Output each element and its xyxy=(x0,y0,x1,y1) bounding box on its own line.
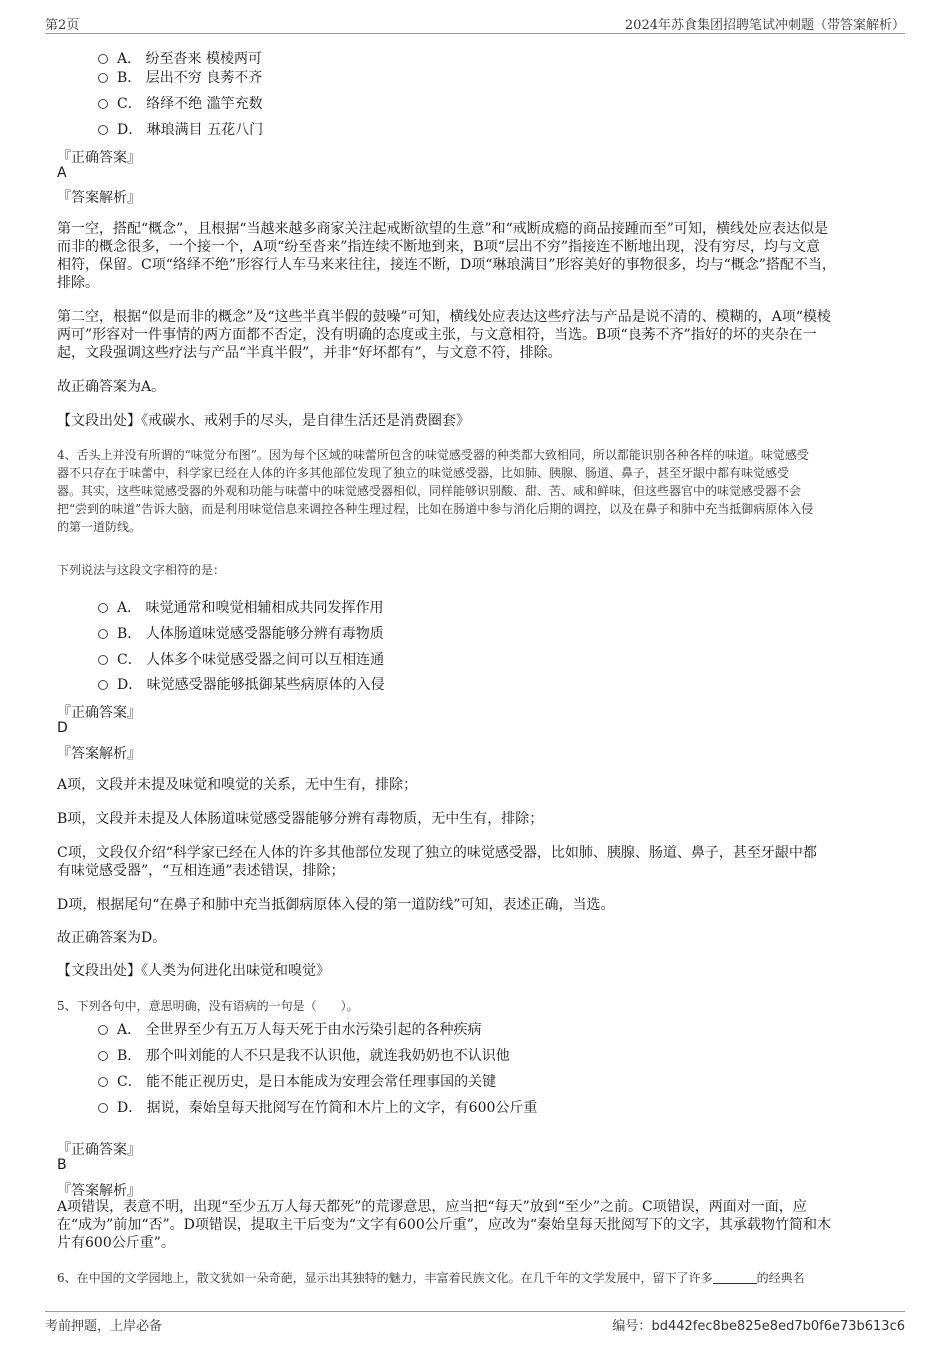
radio-icon[interactable] xyxy=(98,73,108,83)
q4-analysis-c: C项，文段仅介绍“科学家已经在人体的许多其他部位发现了独立的味觉感受器，比如肺、胰腺、肠道、鼻子，甚至牙龈中都 有味觉感受器”，“互相连通”表述错误，排除； xyxy=(57,845,817,879)
q3-source: 【文段出处】《戒碳水、戒剁手的尽头，是自律生活还是消费圈套》 xyxy=(57,413,470,429)
footer-rule xyxy=(45,1311,905,1312)
radio-icon[interactable] xyxy=(98,1025,108,1035)
q3-conclusion: 故正确答案为A。 xyxy=(57,379,166,395)
q4-option-c[interactable]: C． 人体多个味觉感受器之间可以互相连通 xyxy=(98,649,384,669)
document-code: 编号：bd442fec8be825e8ed7b0f6e73b613c6 xyxy=(612,1319,905,1334)
footer-slogan: 考前押题，上岸必备 xyxy=(45,1319,163,1334)
q5-option-d[interactable]: D． 据说，秦始皇每天批阅写在竹简和木片上的文字，有600公斤重 xyxy=(98,1097,537,1117)
q4-analysis-label: 『答案解析』 xyxy=(57,746,141,762)
q4-option-a[interactable]: A． 味觉通常和嗅觉相辅相成共同发挥作用 xyxy=(98,597,384,617)
q4-stem: 4、舌头上并没有所谓的“味觉分布图”。因为每个区域的味蕾所包含的味觉感受器的种类都大致相同，所以都能识别各种各样的味道。味觉感受 器不只存在于味蕾中，科学家已经在人体的许多其他部位发现了独立的味觉感受器，比如肺、胰腺、肠道、鼻子，甚至牙龈中都有味觉感受 器。其实，这些味觉感受器的外观和功能与味蕾中的味觉感受器相似，同样能够识别酸、甜、苦、咸和鲜味，但这些器官中的味觉感受器不会 把“尝到的味道”告诉大脑，而是利用味觉信息来调控各种生理过程，比如在肠道中参与消化后期的调控，以及在鼻子和肺中充当抵御病原体入侵 的第一道防线。 xyxy=(57,448,814,534)
q5-stem: 5、下列各句中，意思明确，没有语病的一句是（ ）。 xyxy=(57,999,359,1013)
q4-prompt: 下列说法与这段文字相符的是： xyxy=(57,563,226,577)
radio-icon[interactable] xyxy=(98,629,108,639)
radio-icon[interactable] xyxy=(98,680,108,690)
q3-answer: A xyxy=(57,165,67,181)
q3-analysis-label: 『答案解析』 xyxy=(57,190,141,206)
q4-analysis-a: A项，文段并未提及味觉和嗅觉的关系，无中生有，排除； xyxy=(57,777,418,793)
q3-option-c[interactable]: C． 络绎不绝 滥竽充数 xyxy=(98,93,263,113)
radio-icon[interactable] xyxy=(98,125,108,135)
q3-answer-label: 『正确答案』 xyxy=(57,150,141,166)
q4-answer-label: 『正确答案』 xyxy=(57,705,141,721)
radio-icon[interactable] xyxy=(98,54,108,64)
q5-option-a[interactable]: A． 全世界至少有五万人每天死于由水污染引起的各种疾病 xyxy=(98,1019,482,1039)
q6-stem: 6、在中国的文学园地上，散文犹如一朵奇葩，显示出其独特的魅力，丰富着民族文化。在几千年的文学发展中，留下了许多 的经典名 xyxy=(57,1271,805,1285)
radio-icon[interactable] xyxy=(98,1077,108,1087)
q4-analysis-d: D项，根据尾句“在鼻子和肺中充当抵御病原体入侵的第一道防线”可知，表述正确，当选。 xyxy=(57,897,615,913)
q4-conclusion: 故正确答案为D。 xyxy=(57,930,167,946)
q5-answer-label: 『正确答案』 xyxy=(57,1142,141,1158)
q4-option-d[interactable]: D． 味觉感受器能够抵御某些病原体的入侵 xyxy=(98,674,385,694)
q5-option-b[interactable]: B． 那个叫刘能的人不只是我不认识他，就连我奶奶也不认识他 xyxy=(98,1045,510,1065)
radio-icon[interactable] xyxy=(98,1103,108,1113)
q3-option-b[interactable]: B． 层出不穷 良莠不齐 xyxy=(98,67,262,87)
header-rule xyxy=(45,33,905,34)
q3-option-a[interactable]: A． 纷至沓来 模棱两可 xyxy=(98,48,262,68)
q5-answer: B xyxy=(57,1157,67,1173)
q3-option-d[interactable]: D． 琳琅满目 五花八门 xyxy=(98,119,263,139)
radio-icon[interactable] xyxy=(98,603,108,613)
radio-icon[interactable] xyxy=(98,99,108,109)
q5-analysis: A项错误，表意不明，出现“至少五万人每天都死”的荒谬意思，应当把“每天”放到“至少”之前。C项错误，两面对一面，应 在“成为”前加“否”。D项错误，提取主干后变为“文字有600公斤重”，应改为“秦始皇每天批阅写下的文字，其承载物竹简和木 片有600公斤重”。 xyxy=(57,1199,832,1251)
q3-analysis-para-1: 第一空，搭配“概念”，且根据“当越来越多商家关注起戒断欲望的生意”和“戒断成瘾的商品接踵而至”可知，横线处应表达似是 而非的概念很多，一个接一个，A项“纷至沓来”指连续不断地到来，B项“层出不穷”指接连不断地出现，没有穷尽，均与文意 相符，保留。C项“络绎不绝”形容行人车马来来往往，接连不断，D项“琳琅满目”形容美好的事物很多，均与“概念”搭配不当， 排除。 xyxy=(57,221,836,291)
document-title: 2024年苏食集团招聘笔试冲刺题（带答案解析） xyxy=(624,18,905,33)
q4-source: 【文段出处】《人类为何进化出味觉和嗅觉》 xyxy=(57,963,330,979)
q4-analysis-b: B项，文段并未提及人体肠道味觉感受器能够分辨有毒物质，无中生有，排除； xyxy=(57,811,544,827)
q4-option-b[interactable]: B． 人体肠道味觉感受器能够分辨有毒物质 xyxy=(98,623,384,643)
q5-option-c[interactable]: C． 能不能正视历史，是日本能成为安理会常任理事国的关键 xyxy=(98,1071,496,1091)
q3-analysis-para-2: 第二空，根据“似是而非的概念”及“这些半真半假的鼓噪”可知，横线处应表达这些疗法与产品是说不清的、模糊的，A项“模棱 两可”形容对一件事情的两方面都不否定，没有明确的态度或主张，与文意相符，当选。B项“良莠不齐”指好的坏的夹杂在一 起，文段强调这些疗法与产品“半真半假”，并非“好坏都有”，与文意不符，排除。 xyxy=(57,309,831,361)
page-number: 第2页 xyxy=(45,18,80,33)
q4-answer: D xyxy=(57,720,68,736)
radio-icon[interactable] xyxy=(98,1051,108,1061)
fill-blank xyxy=(713,1271,757,1284)
radio-icon[interactable] xyxy=(98,655,108,665)
q5-analysis-label: 『答案解析』 xyxy=(57,1183,141,1199)
